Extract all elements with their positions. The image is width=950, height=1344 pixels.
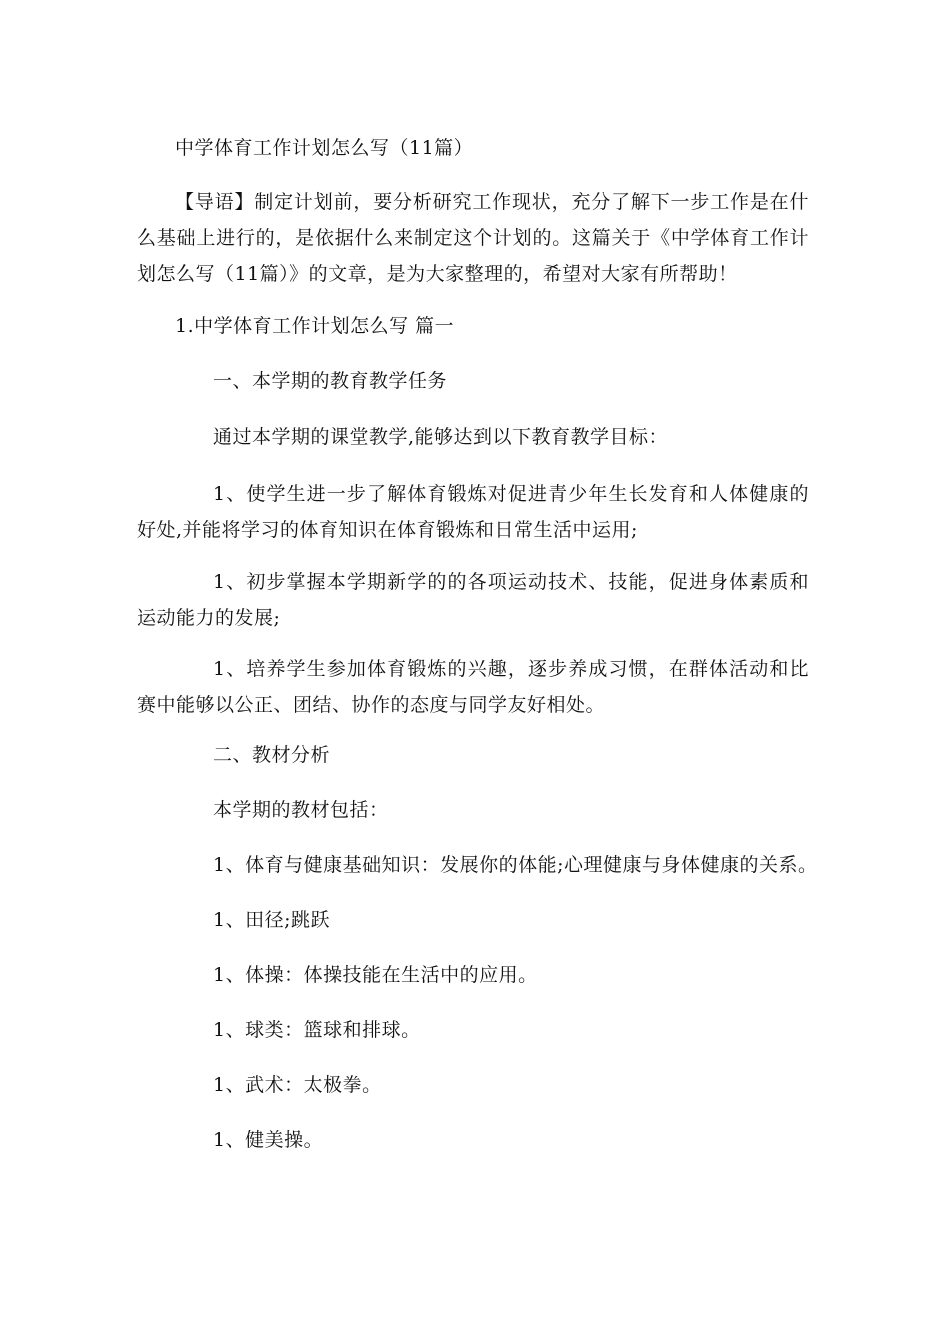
list-item: 1、体操：体操技能在生活中的应用。 (213, 964, 538, 986)
goal-paragraph-2: 1、初步掌握本学期新学的的各项运动技术、技能，促进身体素质和运动能力的发展; (137, 571, 809, 629)
section-heading: 1.中学体育工作计划怎么写 篇一 (175, 315, 455, 337)
part1-lead: 通过本学期的课堂教学,能够达到以下教育教学目标： (213, 426, 669, 448)
goal-paragraph-3: 1、培养学生参加体育锻炼的兴趣，逐步养成习惯，在群体活动和比赛中能够以公正、团结、协作的态度与同学友好相处。 (137, 658, 809, 716)
list-item: 1、健美操。 (213, 1129, 324, 1151)
list-item: 1、田径;跳跃 (213, 909, 330, 931)
part2-heading: 二、教材分析 (213, 744, 331, 766)
part2-lead: 本学期的教材包括： (213, 799, 389, 821)
document-title: 中学体育工作计划怎么写（11篇） (175, 137, 474, 159)
intro-paragraph: 【导语】制定计划前，要分析研究工作现状，充分了解下一步工作是在什么基础上进行的，是依据什么来制定这个计划的。这篇关于《中学体育工作计划怎么写（11篇）》的文章，是为大家整理的，希望对大家有所帮助！ (137, 191, 809, 285)
list-item: 1、球类：篮球和排球。 (213, 1019, 421, 1041)
list-item: 1、体育与健康基础知识：发展你的体能;心理健康与身体健康的关系。 (213, 854, 818, 876)
part1-heading: 一、本学期的教育教学任务 (213, 370, 448, 392)
list-item: 1、武术：太极拳。 (213, 1074, 382, 1096)
goal-paragraph-1: 1、使学生进一步了解体育锻炼对促进青少年生长发育和人体健康的好处,并能将学习的体育知识在体育锻炼和日常生活中运用; (137, 483, 809, 541)
